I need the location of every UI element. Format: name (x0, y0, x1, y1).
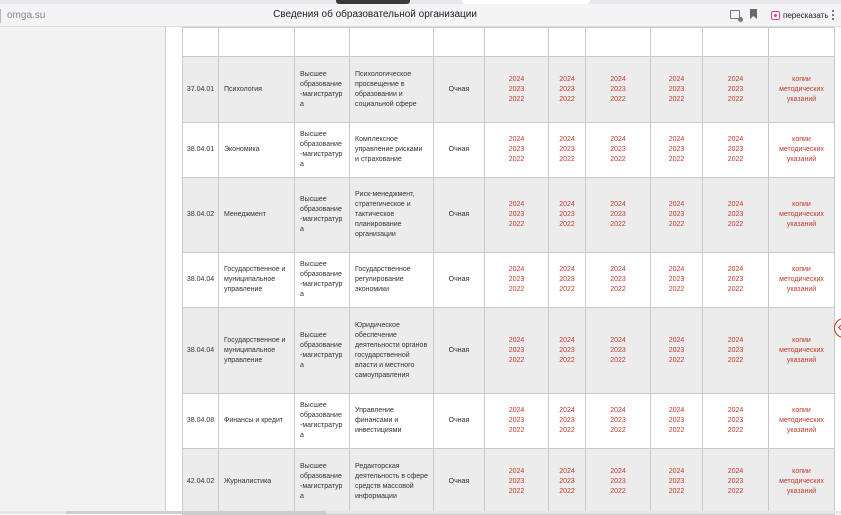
year-link[interactable]: 2023 (508, 146, 525, 153)
year-link[interactable]: 2024 (508, 407, 525, 414)
bookmark-icon[interactable] (750, 9, 757, 19)
program-code: 38.04.04 (183, 308, 219, 394)
year-link[interactable]: 2024 (727, 136, 744, 143)
year-link[interactable]: 2022 (508, 487, 525, 495)
year-link[interactable]: 2023 (508, 477, 525, 485)
year-link[interactable]: 2024 (727, 467, 744, 475)
study-form: Очная (434, 394, 485, 449)
year-link[interactable]: 2023 (668, 346, 685, 354)
year-link[interactable]: 2023 (559, 276, 575, 283)
year-links-cell (485, 178, 549, 253)
year-links-cell (586, 308, 651, 394)
year-link[interactable]: 2024 (727, 407, 744, 414)
year-link[interactable]: 2022 (508, 356, 525, 364)
program-name (219, 28, 295, 57)
year-link[interactable]: 2024 (559, 75, 575, 83)
tab-counter-icon[interactable] (730, 10, 740, 19)
year-link[interactable]: 2023 (610, 85, 626, 93)
year-link[interactable]: 2024 (559, 467, 575, 475)
year-link[interactable]: 2022 (668, 356, 685, 364)
year-links-cell (485, 57, 549, 123)
year-link[interactable]: 2024 (610, 407, 626, 414)
year-links-cell (586, 178, 651, 253)
year-link[interactable]: 2023 (727, 276, 744, 283)
year-link[interactable]: 2022 (559, 356, 575, 364)
year-link[interactable]: 2023 (668, 477, 685, 485)
year-links-cell (586, 123, 651, 178)
table-row (183, 28, 835, 57)
year-link[interactable]: 2024 (559, 136, 575, 143)
year-links-cell (703, 394, 769, 449)
year-link[interactable]: 2023 (559, 211, 575, 218)
year-links-cell (549, 123, 586, 178)
year-link[interactable]: 2024 (610, 136, 626, 143)
retell-label: пересказать (783, 10, 829, 20)
year-link[interactable]: 2022 (559, 221, 575, 228)
year-link[interactable]: 2024 (668, 136, 685, 143)
year-link[interactable]: 2024 (559, 266, 575, 273)
year-link[interactable]: 2024 (727, 266, 744, 273)
program-profile: Управление финансами и инвестициями (350, 394, 434, 449)
year-link[interactable]: 2023 (727, 211, 744, 218)
year-links-cell (549, 394, 586, 449)
year-links-cell (586, 449, 651, 515)
year-link[interactable]: 2024 (727, 201, 744, 208)
program-profile: Комплексное управление рисками и страхование (350, 123, 434, 178)
year-links-cell (651, 253, 703, 308)
year-link[interactable]: 2023 (610, 211, 626, 218)
year-link[interactable]: 2022 (610, 95, 626, 103)
methodical-guides-link[interactable]: копии методических указаний (769, 123, 835, 178)
year-links-cell (651, 308, 703, 394)
year-link[interactable]: 2023 (610, 477, 626, 485)
year-link[interactable]: 2023 (559, 346, 575, 354)
year-link[interactable]: 2024 (610, 336, 626, 344)
methodical-guides-link[interactable]: копии методических указаний (769, 57, 835, 123)
year-link[interactable]: 2022 (727, 427, 744, 434)
year-link[interactable]: 2022 (610, 427, 626, 434)
table-row (183, 178, 835, 253)
year-link[interactable]: 2023 (610, 146, 626, 153)
program-name: Журналистика (219, 449, 295, 515)
year-link[interactable]: 2023 (668, 211, 685, 218)
year-link[interactable]: 2022 (668, 286, 685, 293)
program-code: 38.04.01 (183, 123, 219, 178)
study-form: Очная (434, 123, 485, 178)
year-link[interactable]: 2024 (610, 75, 626, 83)
education-level: Высшее образование-магистратура (295, 394, 350, 449)
methodical-guides-link[interactable]: копии методических указаний (769, 308, 835, 394)
table-row (183, 253, 835, 308)
year-link[interactable]: 2022 (668, 95, 685, 103)
year-link[interactable]: 2022 (610, 156, 626, 163)
year-link[interactable]: 2024 (727, 336, 744, 344)
methodical-guides-link[interactable] (769, 28, 835, 57)
methodical-guides-link[interactable]: копии методических указаний (769, 449, 835, 515)
year-links-cell (586, 394, 651, 449)
menu-dots-icon[interactable] (832, 10, 835, 20)
year-links-cell (549, 178, 586, 253)
year-link[interactable]: 2022 (508, 221, 525, 228)
inactive-tab-indicator[interactable] (462, 0, 590, 4)
year-links-cell (485, 253, 549, 308)
year-link[interactable]: 2022 (727, 156, 744, 163)
table-row (183, 123, 835, 178)
year-links-cell (485, 449, 549, 515)
year-link[interactable]: 2024 (559, 407, 575, 414)
tab-strip (0, 0, 841, 4)
year-link[interactable]: 2022 (508, 95, 525, 103)
year-link[interactable]: 2022 (508, 286, 525, 293)
year-links-cell (651, 57, 703, 123)
study-form: Очная (434, 308, 485, 394)
education-level: Высшее образование-магистратура (295, 449, 350, 515)
education-level: Высшее образование-магистратура (295, 253, 350, 308)
year-links-cell (651, 178, 703, 253)
year-link[interactable]: 2022 (727, 487, 744, 495)
study-form: Очная (434, 178, 485, 253)
year-links-cell (703, 57, 769, 123)
year-links-cell (549, 28, 586, 57)
year-link[interactable]: 2024 (559, 336, 575, 344)
year-link[interactable]: 2024 (668, 407, 685, 414)
year-links-cell (485, 394, 549, 449)
year-link[interactable]: 2023 (727, 85, 744, 93)
year-link[interactable]: 2024 (508, 75, 525, 83)
program-code: 42.04.02 (183, 449, 219, 515)
program-name: Государственное и муниципальное управление (219, 253, 295, 308)
year-link[interactable]: 2023 (668, 417, 685, 424)
year-links-cell (549, 449, 586, 515)
year-link[interactable]: 2022 (610, 286, 626, 293)
year-link[interactable]: 2024 (508, 336, 525, 344)
year-link[interactable]: 2022 (610, 487, 626, 495)
methodical-guides-link[interactable]: копии методических указаний (769, 178, 835, 253)
year-links-cell (586, 28, 651, 57)
year-link[interactable]: 2022 (668, 156, 685, 163)
education-level: Высшее образование-магистратура (295, 57, 350, 123)
table-row (183, 449, 835, 515)
study-form: Очная (434, 57, 485, 123)
program-name: Психология (219, 57, 295, 123)
education-level: Высшее образование-магистратура (295, 308, 350, 394)
year-link[interactable]: 2023 (559, 85, 575, 93)
table-row (183, 394, 835, 449)
program-code (183, 28, 219, 57)
year-link[interactable]: 2023 (668, 276, 685, 283)
year-link[interactable]: 2024 (668, 336, 685, 344)
year-links-cell (703, 123, 769, 178)
year-links-cell (549, 57, 586, 123)
year-link[interactable]: 2022 (559, 156, 575, 163)
year-link[interactable]: 2022 (610, 356, 626, 364)
year-link[interactable]: 2023 (727, 146, 744, 153)
program-profile: Юридическое обеспечение деятельности органов государственной власти и местного самоуправления (350, 308, 434, 394)
year-links-cell (485, 123, 549, 178)
year-link[interactable]: 2022 (727, 95, 744, 103)
study-form (434, 28, 485, 57)
program-name: Государственное и муниципальное управление (219, 308, 295, 394)
program-code: 37.04.01 (183, 57, 219, 123)
year-link[interactable]: 2024 (610, 201, 626, 208)
year-link[interactable]: 2022 (559, 95, 575, 103)
year-link[interactable]: 2022 (727, 221, 744, 228)
programs-table-container (182, 27, 834, 515)
year-link[interactable]: 2023 (610, 276, 626, 283)
programs-table (182, 27, 835, 515)
year-link[interactable]: 2022 (727, 286, 744, 293)
year-links-cell (651, 394, 703, 449)
left-sidebar (0, 27, 166, 514)
program-profile: Риск-менеджмент, стратегическое и тактическое планирование организации (350, 178, 434, 253)
methodical-guides-link[interactable]: копии методических указаний (769, 253, 835, 308)
year-link[interactable]: 2022 (508, 427, 525, 434)
year-link[interactable]: 2024 (668, 201, 685, 208)
year-link[interactable]: 2023 (610, 346, 626, 354)
program-code: 38.04.02 (183, 178, 219, 253)
year-link[interactable]: 2023 (559, 146, 575, 153)
program-profile: Государственное регулирование экономики (350, 253, 434, 308)
year-links-cell (485, 308, 549, 394)
browser-toolbar (0, 0, 841, 27)
year-link[interactable]: 2023 (508, 346, 525, 354)
year-link[interactable]: 2024 (727, 75, 744, 83)
year-links-cell (703, 308, 769, 394)
year-links-cell (586, 57, 651, 123)
year-link[interactable]: 2024 (668, 266, 685, 273)
year-link[interactable]: 2024 (668, 75, 685, 83)
year-link[interactable]: 2022 (559, 427, 575, 434)
education-level: Высшее образование-магистратура (295, 123, 350, 178)
year-links-cell (703, 253, 769, 308)
year-link[interactable]: 2022 (610, 221, 626, 228)
program-name: Экономика (219, 123, 295, 178)
program-profile (350, 28, 434, 57)
year-links-cell (703, 178, 769, 253)
side-chat-bubble-icon[interactable] (834, 318, 841, 338)
program-profile: Редакторская деятельность в сфере средств массовой информации (350, 449, 434, 515)
year-link[interactable]: 2023 (508, 276, 525, 283)
year-links-cell (703, 449, 769, 515)
program-code: 38.04.08 (183, 394, 219, 449)
year-link[interactable]: 2024 (559, 201, 575, 208)
year-link[interactable]: 2023 (508, 417, 525, 424)
page-title: Сведения об образовательной организации (273, 9, 477, 20)
year-link[interactable]: 2023 (508, 211, 525, 218)
year-link[interactable]: 2022 (559, 487, 575, 495)
year-link[interactable]: 2024 (610, 467, 626, 475)
year-link[interactable]: 2023 (727, 346, 744, 354)
year-link[interactable]: 2023 (610, 417, 626, 424)
year-link[interactable]: 2023 (559, 477, 575, 485)
education-level (295, 28, 350, 57)
year-links-cell (651, 449, 703, 515)
year-link[interactable]: 2022 (668, 427, 685, 434)
table-row (183, 57, 835, 123)
year-links-cell (651, 123, 703, 178)
year-link[interactable]: 2024 (508, 467, 525, 475)
year-link[interactable]: 2023 (508, 85, 525, 93)
study-form: Очная (434, 449, 485, 515)
program-code: 38.04.04 (183, 253, 219, 308)
year-link[interactable]: 2023 (559, 417, 575, 424)
year-link[interactable]: 2022 (668, 221, 685, 228)
retell-button[interactable] (771, 8, 829, 22)
year-links-cell (651, 28, 703, 57)
year-link[interactable]: 2023 (727, 417, 744, 424)
year-link[interactable]: 2022 (727, 356, 744, 364)
program-name: Менеджмент (219, 178, 295, 253)
methodical-guides-link[interactable]: копии методических указаний (769, 394, 835, 449)
address-bar[interactable] (0, 8, 51, 23)
year-link[interactable]: 2024 (508, 136, 525, 143)
year-links-cell (549, 308, 586, 394)
yandex-gpt-icon (771, 11, 780, 20)
address-separator (0, 9, 1, 23)
year-link[interactable]: 2023 (727, 477, 744, 485)
year-links-cell (703, 28, 769, 57)
year-link[interactable]: 2023 (668, 146, 685, 153)
year-link[interactable]: 2024 (610, 266, 626, 273)
program-profile: Психологическое просвещение в образовании и социальной сфере (350, 57, 434, 123)
year-link[interactable]: 2022 (508, 156, 525, 163)
year-links-cell (549, 253, 586, 308)
year-link[interactable]: 2024 (668, 467, 685, 475)
year-link[interactable]: 2022 (559, 286, 575, 293)
year-link[interactable]: 2024 (508, 201, 525, 208)
table-row (183, 308, 835, 394)
year-links-cell (485, 28, 549, 57)
year-link[interactable]: 2024 (508, 266, 525, 273)
year-links-cell (586, 253, 651, 308)
education-level: Высшее образование-магистратура (295, 178, 350, 253)
year-link[interactable]: 2022 (668, 487, 685, 495)
study-form: Очная (434, 253, 485, 308)
url-text[interactable]: omga.su (7, 10, 46, 21)
year-link[interactable]: 2023 (668, 85, 685, 93)
program-name: Финансы и кредит (219, 394, 295, 449)
active-tab-indicator[interactable] (336, 0, 410, 4)
